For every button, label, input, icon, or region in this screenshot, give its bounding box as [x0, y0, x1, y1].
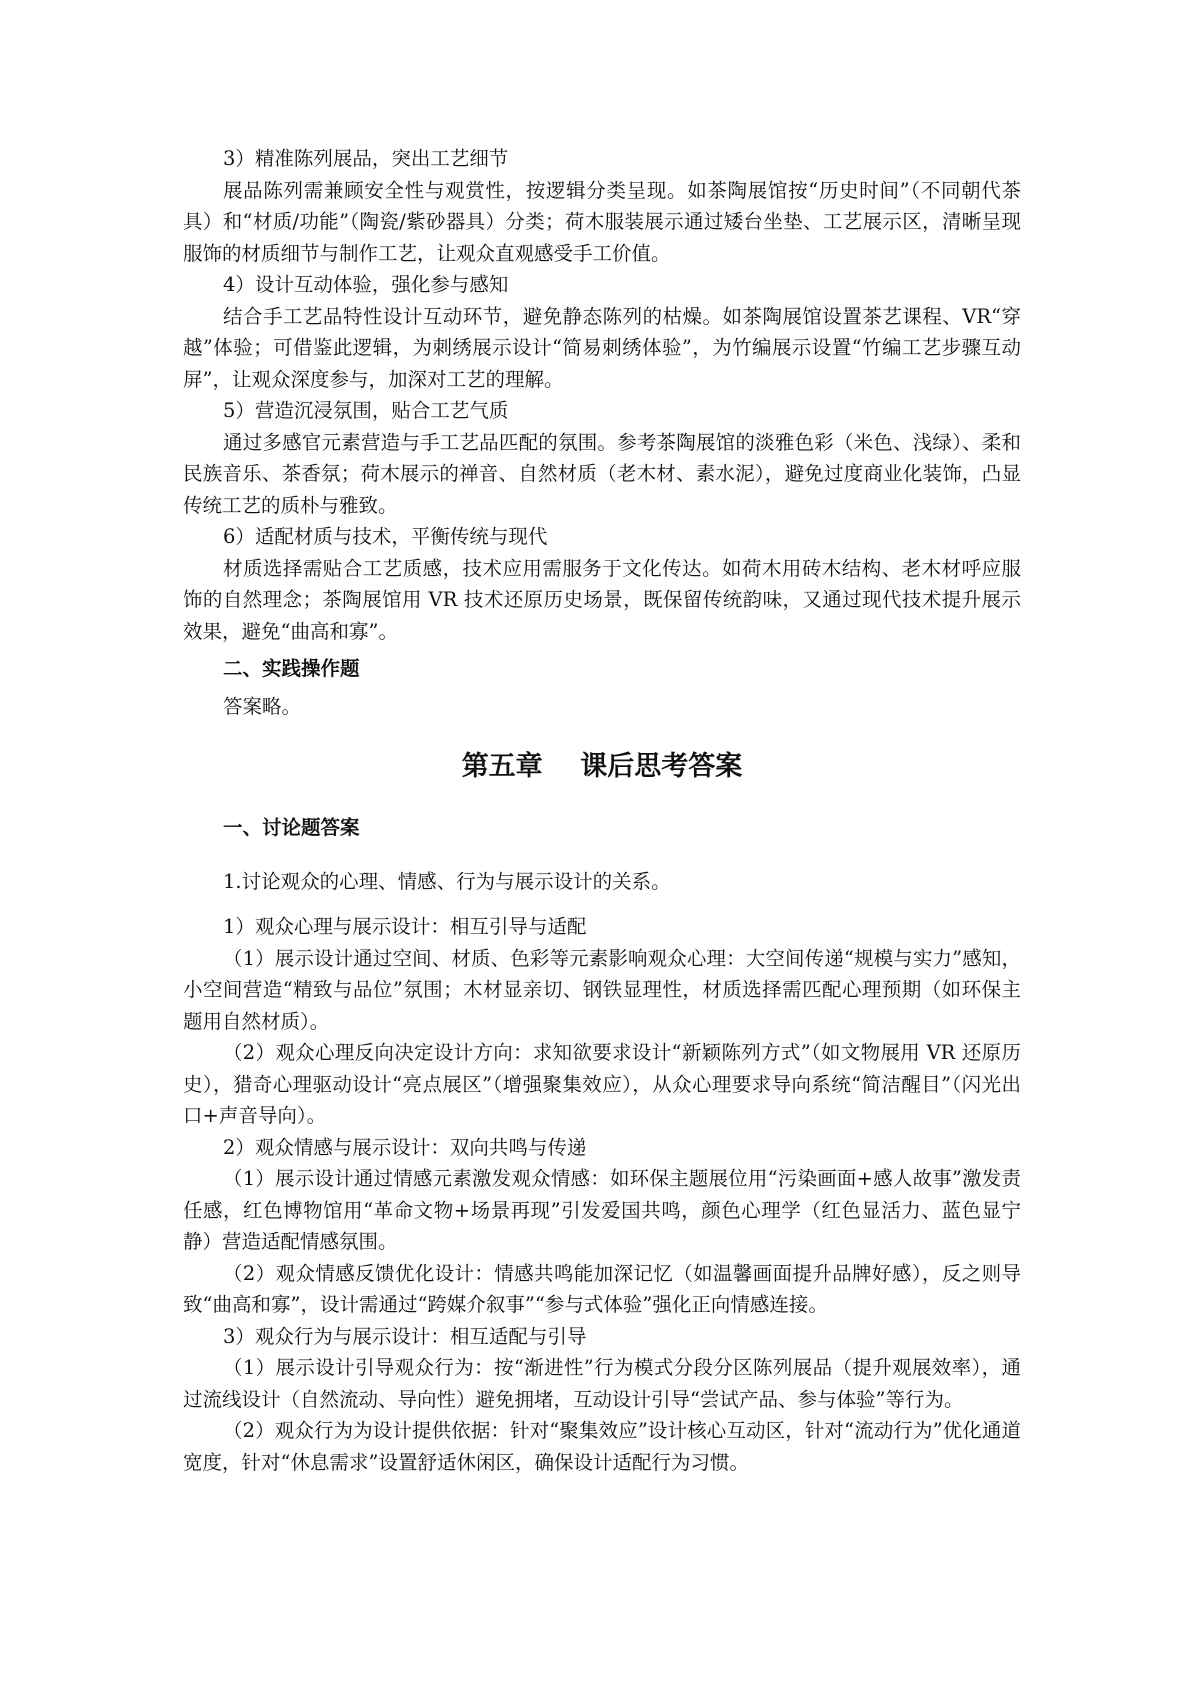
subsection-2-title: 2）观众情感与展示设计：双向共鸣与传递 [223, 1135, 587, 1159]
section-6-body: 材质选择需贴合工艺质感，技术应用需服务于文化传达。如荷木用砖木结构、老木材呼应服饰的自然理念；茶陶展馆用 VR 技术还原历史场景，既保留传统韵味，又通过现代技术提升展示效果，避免“曲高和寡”。 [183, 556, 1021, 643]
discussion-heading: 一、讨论题答案 [223, 816, 360, 839]
subsection-2-para-2: （2）观众情感反馈优化设计：情感共鸣能加深记忆（如温馨画面提升品牌好感），反之则导致“曲高和寡”，设计需通过“跨媒介叙事”“参与式体验”强化正向情感连接。 [183, 1261, 1021, 1316]
section-5-body: 通过多感官元素营造与手工艺品匹配的氛围。参考茶陶展馆的淡雅色彩（米色、浅绿）、柔和民族音乐、茶香氛；荷木展示的禅音、自然材质（老木材、素水泥），避免过度商业化装饰，凸显传统工艺的质朴与雅致。 [183, 430, 1021, 517]
subsection-2-para-1: （1）展示设计通过情感元素激发观众情感：如环保主题展位用“污染画面+感人故事”激发责任感，红色博物馆用“革命文物+场景再现”引发爱国共鸣，颜色心理学（红色显活力、蓝色显宁静）营造适配情感氛围。 [183, 1167, 1021, 1253]
subsection-3-para-1: （1）展示设计引导观众行为：按“渐进性”行为模式分段分区陈列展品（提升观展效率），通过流线设计（自然流动、导向性）避免拥堵，互动设计引导“尝试产品、参与体验”等行为。 [183, 1356, 1021, 1411]
subsection-3-title: 3）观众行为与展示设计：相互适配与引导 [223, 1324, 587, 1348]
subsection-1-para-2: （2）观众心理反向决定设计方向：求知欲要求设计“新颖陈列方式”（如文物展用 VR 还原历史），猎奇心理驱动设计“亮点展区”（增强聚集效应），从众心理要求导向系统“简洁醒目”（闪光出口+声音导向）。 [183, 1041, 1021, 1127]
section-4-title: 4）设计互动体验，强化参与感知 [223, 273, 509, 296]
practice-body: 答案略。 [223, 694, 302, 718]
section-3-title: 3）精准陈列展品，突出工艺细节 [223, 147, 509, 170]
section-4-body: 结合手工艺品特性设计互动环节，避免静态陈列的枯燥。如茶陶展馆设置茶艺课程、VR“穿越”体验；可借鉴此逻辑，为刺绣展示设计“简易刺绣体验”，为竹编展示设置“竹编工艺步骤互动屏”，让观众深度参与，加深对工艺的理解。 [183, 304, 1021, 391]
section-6-title: 6）适配材质与技术，平衡传统与现代 [223, 525, 548, 548]
section-5-title: 5）营造沉浸氛围，贴合工艺气质 [223, 399, 509, 422]
chapter-title: 第五章 课后思考答案 [461, 751, 743, 782]
section-3-body: 展品陈列需兼顾安全性与观赏性，按逻辑分类呈现。如茶陶展馆按“历史时间”（不同朝代茶具）和“材质/功能”（陶瓷/紫砂器具）分类；荷木服装展示通过矮台坐垫、工艺展示区，清晰呈现服饰的材质细节与制作工艺，让观众直观感受手工价值。 [183, 178, 1021, 265]
discussion-question: 1.讨论观众的心理、情感、行为与展示设计的关系。 [223, 869, 671, 893]
subsection-1-para-1: （1）展示设计通过空间、材质、色彩等元素影响观众心理：大空间传递“规模与实力”感知，小空间营造“精致与品位”氛围；木材显亲切、钢铁显理性，材质选择需匹配心理预期（如环保主题用自然材质）。 [183, 946, 1021, 1033]
subsection-1-title: 1）观众心理与展示设计：相互引导与适配 [223, 915, 587, 938]
document-page [183, 143, 1021, 1478]
practice-heading: 二、实践操作题 [223, 657, 360, 680]
subsection-3-para-2: （2）观众行为为设计提供依据：针对“聚集效应”设计核心互动区，针对“流动行为”优化通道宽度，针对“休息需求”设置舒适休闲区，确保设计适配行为习惯。 [183, 1419, 1021, 1474]
